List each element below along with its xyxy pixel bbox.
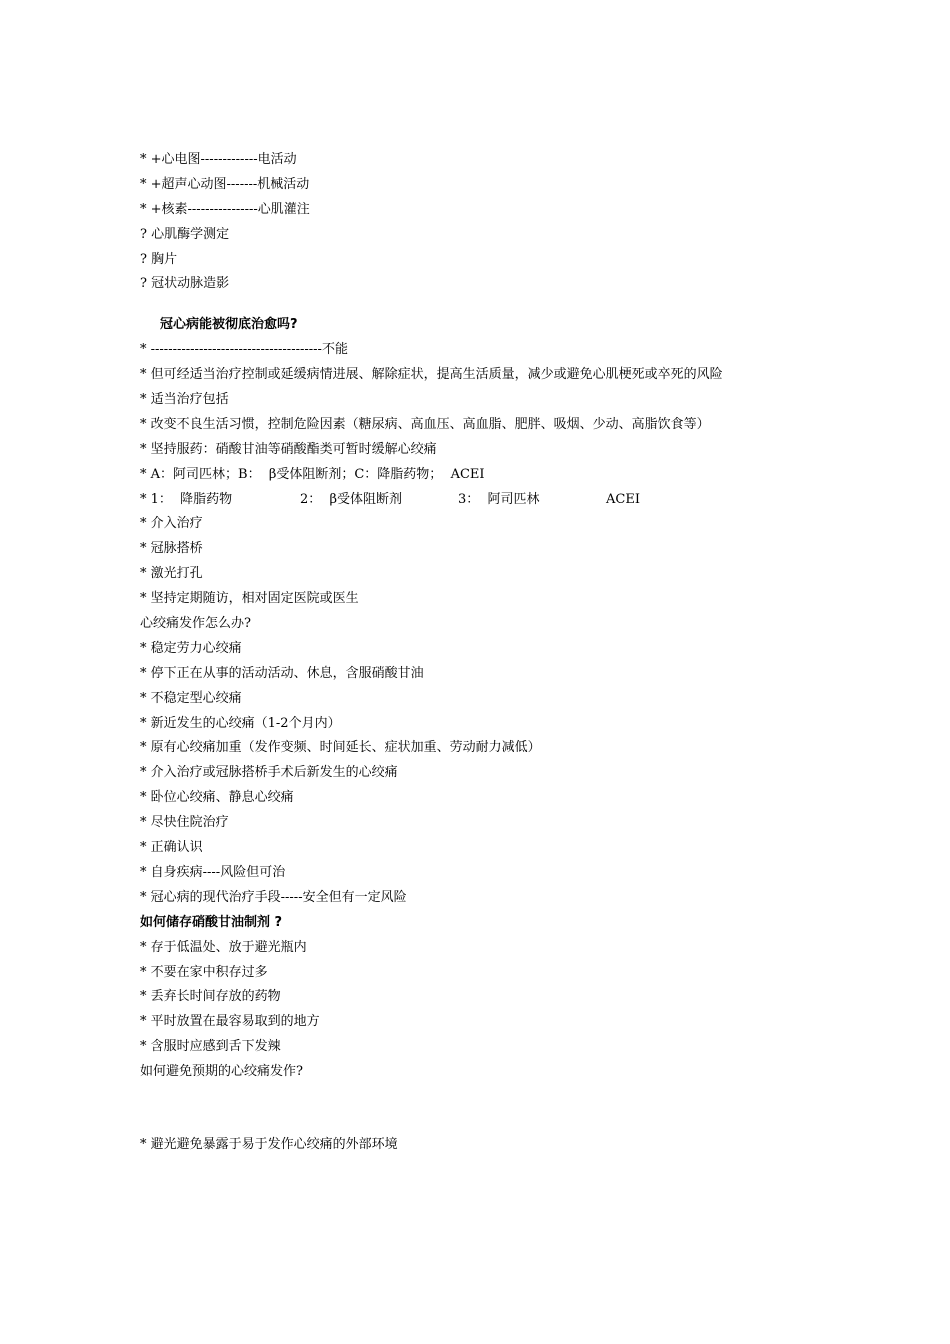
list-item: * 坚持服药：硝酸甘油等硝酸酯类可暂时缓解心绞痛 bbox=[140, 441, 437, 457]
question-cure-heading: 冠心病能被彻底治愈吗? bbox=[160, 317, 298, 333]
drug-item-1: * 1： 降脂药物 bbox=[140, 491, 233, 507]
exam-list bbox=[140, 148, 830, 297]
list-item: * 尽快住院治疗 bbox=[140, 815, 229, 831]
drug-item-2: 2： β受体阻断剂 bbox=[300, 491, 403, 507]
list-item: * 激光打孔 bbox=[140, 566, 203, 582]
list-item: * 含服时应感到舌下发辣 bbox=[140, 1039, 281, 1055]
document-page bbox=[140, 148, 830, 1158]
spacer bbox=[140, 297, 830, 313]
list-item: ? 心肌酶学测定 bbox=[140, 226, 230, 242]
drug-item-4: ACEI bbox=[606, 491, 640, 507]
list-item: * 改变不良生活习惯，控制危险因素（糖尿病、高血压、高血脂、肥胖、吸烟、少动、高脂饮食等） bbox=[140, 416, 710, 432]
list-item: * 原有心绞痛加重（发作变频、时间延长、症状加重、劳动耐力减低） bbox=[140, 740, 541, 756]
list-item: * 冠心病的现代治疗手段-----安全但有一定风险 bbox=[140, 889, 407, 905]
list-item: * 介入治疗 bbox=[140, 516, 203, 532]
list-item: * 冠脉搭桥 bbox=[140, 541, 203, 557]
list-item: * +核素----------------心肌灌注 bbox=[140, 201, 310, 217]
treatment-list bbox=[140, 512, 830, 910]
list-item: * 适当治疗包括 bbox=[140, 392, 229, 408]
list-item: * 稳定劳力心绞痛 bbox=[140, 640, 242, 656]
list-item: * 存于低温处、放于避光瓶内 bbox=[140, 939, 307, 955]
list-item: 如何避免预期的心绞痛发作? bbox=[140, 1064, 303, 1080]
drug-order-row bbox=[140, 488, 830, 513]
list-item: * 停下正在从事的活动活动、休息，含服硝酸甘油 bbox=[140, 665, 424, 681]
list-item: * A：阿司匹林；B： β受体阻断剂；C：降脂药物； ACEI bbox=[140, 466, 485, 482]
list-item: * 卧位心绞痛、静息心绞痛 bbox=[140, 790, 294, 806]
list-item: * 正确认识 bbox=[140, 840, 203, 856]
cure-answer-list bbox=[140, 338, 830, 487]
list-item: * 不稳定型心绞痛 bbox=[140, 690, 242, 706]
spacer bbox=[140, 1085, 830, 1133]
list-item: ? 冠状动脉造影 bbox=[140, 276, 230, 292]
list-item: * 但可经适当治疗控制或延缓病情进展、解除症状，提高生活质量，减少或避免心肌梗死或卒死的风险 bbox=[140, 367, 723, 383]
list-item: 心绞痛发作怎么办? bbox=[140, 616, 251, 632]
list-item: * 自身疾病----风险但可治 bbox=[140, 864, 286, 880]
question-storage-heading: 如何储存硝酸甘油制剂 ? bbox=[140, 914, 283, 930]
list-item: * 不要在家中积存过多 bbox=[140, 964, 268, 980]
drug-item-3: 3： 阿司匹林 bbox=[458, 491, 540, 507]
list-item: * 平时放置在最容易取到的地方 bbox=[140, 1014, 320, 1030]
storage-list bbox=[140, 936, 830, 1085]
list-item: ? 胸片 bbox=[140, 251, 178, 267]
list-item: * 坚持定期随访，相对固定医院或医生 bbox=[140, 591, 359, 607]
avoid-line: * 避光避免暴露于易于发作心绞痛的外部环境 bbox=[140, 1136, 398, 1152]
list-item: * 新近发生的心绞痛（1-2个月内） bbox=[140, 715, 341, 731]
list-item: * ---------------------------------------不能 bbox=[140, 342, 348, 358]
list-item: * 介入治疗或冠脉搭桥手术后新发生的心绞痛 bbox=[140, 765, 398, 781]
list-item: * 丢弃长时间存放的药物 bbox=[140, 989, 281, 1005]
list-item: * +心电图-------------电活动 bbox=[140, 152, 297, 167]
list-item: * +超声心动图-------机械活动 bbox=[140, 176, 310, 192]
